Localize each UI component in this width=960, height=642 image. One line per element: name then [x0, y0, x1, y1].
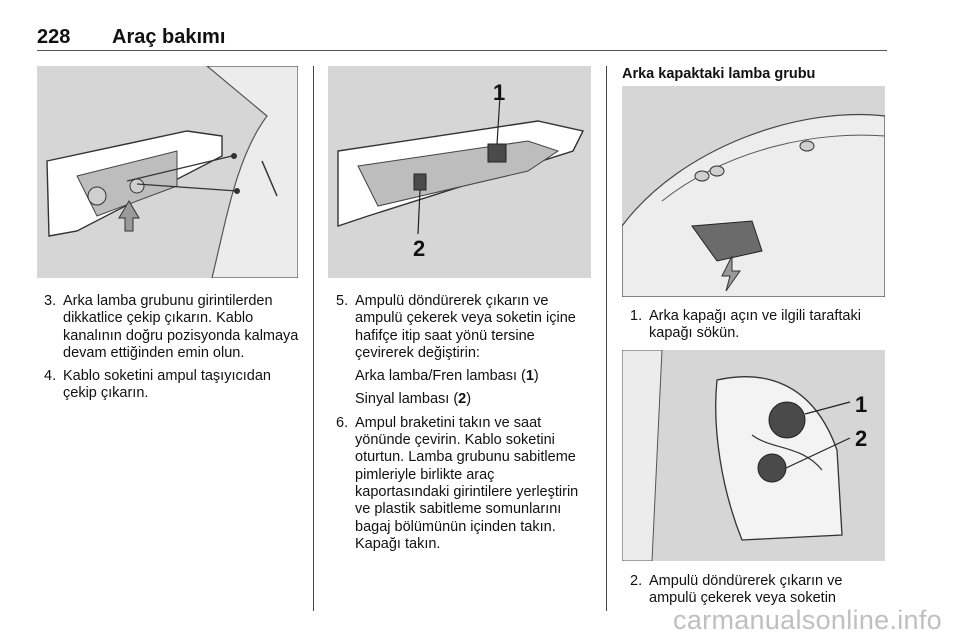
step-number: 1. — [630, 308, 643, 324]
figure-callout-1: 1 — [855, 392, 868, 417]
tail-lamp-removal-illustration — [37, 66, 298, 278]
step-1 — [630, 308, 887, 343]
bulb-item-label: Sinyal lambası ( — [355, 391, 459, 408]
step-number: 5. — [336, 293, 349, 309]
open-tailgate-illustration — [622, 86, 885, 297]
column-divider-1 — [313, 66, 314, 611]
step-number: 2. — [630, 573, 643, 589]
header-divider — [37, 50, 887, 51]
page-title: Araç bakımı — [112, 26, 226, 48]
section-title: Arka kapaktaki lamba grubu — [622, 66, 816, 82]
watermark: carmanualsonline.info — [673, 605, 942, 635]
lamp-housing-bulbs-illustration — [328, 66, 591, 278]
step-text: Ampulü döndürerek çıkarın ve ampulü çekerek veya soketin içine hafifçe itip saat yönü tersine çevirerek değiştirin: — [355, 293, 576, 361]
step-text: Ampulü döndürerek çıkarın ve ampulü çekerek veya soketin — [649, 573, 843, 607]
step-text: Arka lamba grubunu girintilerden dikkatlice çekip çıkarın. Kablo kanalının doğru pozisyonda kalmaya devam ettiğinden emin olun. — [63, 293, 299, 361]
column-2-instructions — [336, 293, 592, 559]
bulb-item-number: 2 — [458, 391, 467, 408]
figure-callout-2: 2 — [413, 236, 426, 261]
step-4 — [44, 368, 299, 403]
lamp-socket-closeup-illustration — [622, 350, 885, 561]
step-number: 6. — [336, 414, 349, 431]
close-paren: ) — [466, 391, 472, 408]
step-text: Ampul braketini takın ve saat yönünde çevirin. Kablo soketini oturtun. Lamba grubunu sabitleme pimleriyle birlikte araç kaportasındaki girintilere yerleştirin ve plastik sabitleme somunlarını bagaj bölümünün içinden takın. Kapağı takın. — [355, 414, 579, 552]
step-text: Kablo soketini ampul taşıyıcıdan çekip çıkarın. — [63, 368, 271, 402]
column-divider-2 — [606, 66, 607, 611]
step-5 — [336, 293, 592, 362]
figure-callout-1: 1 — [493, 80, 506, 105]
bulb-item-turn-signal — [336, 391, 592, 408]
bulb-item-number: 1 — [525, 368, 534, 385]
step-2 — [630, 573, 887, 608]
step-6 — [336, 415, 592, 553]
close-paren: ) — [533, 368, 539, 385]
step-number: 4. — [44, 368, 57, 385]
step-number: 3. — [44, 293, 57, 309]
column-1-instructions — [44, 293, 299, 409]
step-text: Arka kapağı açın ve ilgili taraftaki kapağı sökün. — [649, 308, 861, 342]
bulb-item-label: Arka lamba/Fren lambası ( — [355, 368, 526, 385]
page-number: 228 — [37, 26, 71, 48]
column-3-step-1 — [630, 308, 887, 349]
step-3 — [44, 293, 299, 362]
figure-callout-2: 2 — [855, 426, 868, 451]
bulb-item-tail-brake — [336, 368, 592, 385]
